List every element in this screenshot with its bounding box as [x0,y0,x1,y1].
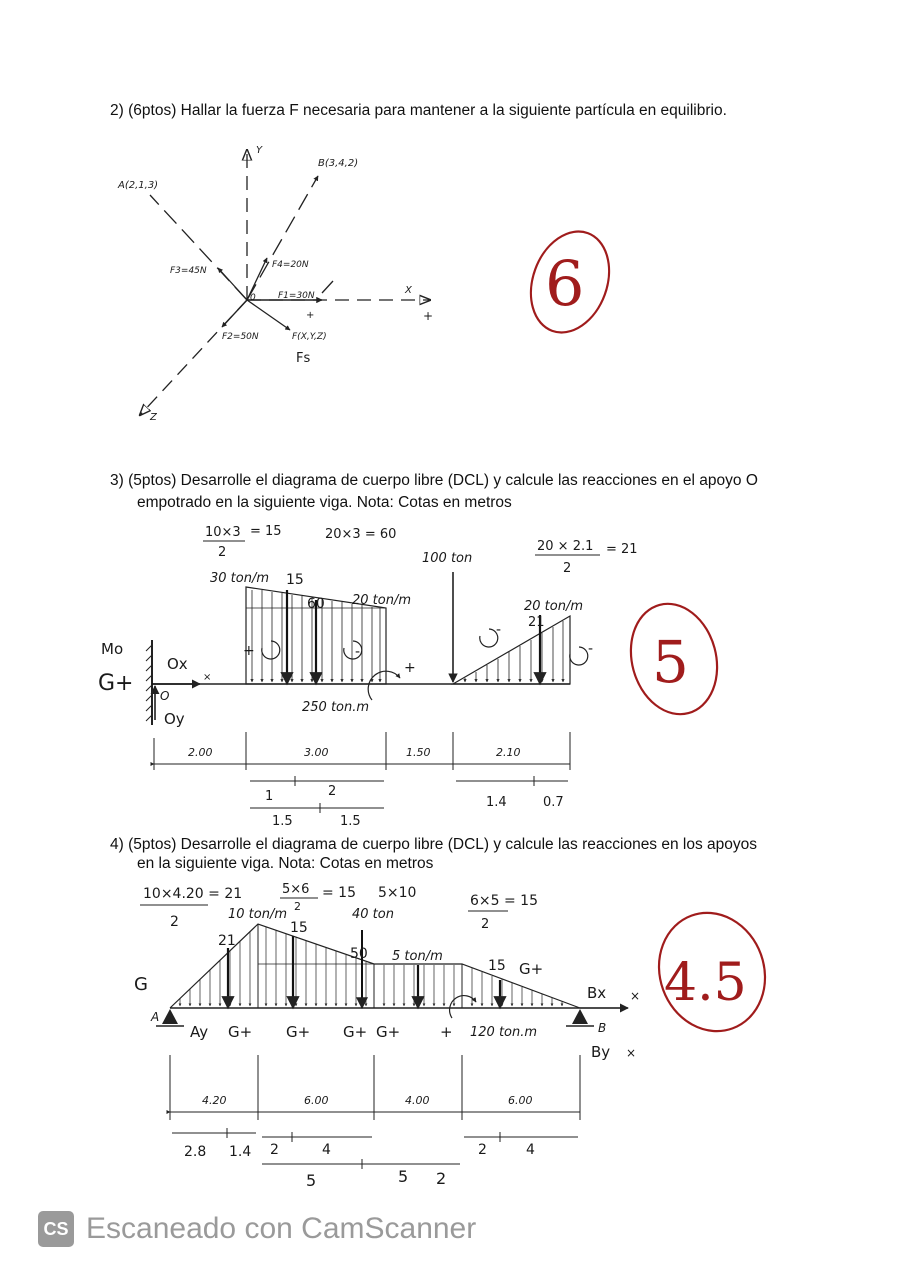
q3-hand-plus: + [404,660,416,676]
q3-seg2: 2 [328,784,337,799]
q3-seg3: 1.5 [272,814,293,829]
q3-hand-rot4: - [588,641,594,657]
q2-label-z: Z [150,412,157,423]
q3-diagram [98,524,638,829]
q4-calc2-den: 2 [294,900,301,913]
q3-hand-g-plus: G+ [98,671,134,696]
q3-load2-arrows [465,621,563,682]
q4-dim2: 6.00 [304,1094,329,1107]
q4-hand-15: 15 [290,920,308,936]
q4-calc1-den: 2 [170,914,179,930]
q2-label-f3: F3=45N [170,266,207,276]
q3-dim4: 2.10 [496,746,521,759]
q4-seg2: 1.4 [229,1144,252,1160]
q4-hand-x1: × [630,989,641,1003]
q2-plus-1: + [306,310,315,321]
q3-origin-label: O [160,689,170,703]
q4-dim3: 4.00 [405,1094,430,1107]
q4-hand-g3: G+ [343,1023,368,1041]
q4-hand-50: 50 [350,946,368,962]
q3-load2-label: 20 ton/m [352,593,412,608]
q4-hand-x2: × [626,1046,637,1060]
q4-label-a: A [151,1010,160,1024]
q3-hand-21: 21 [528,615,545,630]
q4-text-line1: (5ptos) Desarrolle el diagrama de cuerpo libre (DCL) y calcule las reacciones en los apoyos [128,836,758,853]
q3-grade-text: 5 [652,628,689,696]
q3-dim2: 3.00 [304,746,329,759]
q4-grade [643,898,782,1046]
camscanner-text: Escaneado con CamScanner [86,1212,477,1245]
q3-hand-oy: Oy [164,710,185,728]
q2-label-point-b: B(3,4,2) [318,158,359,169]
q3-calc3-den: 2 [563,561,572,576]
q3-hand-rot1: + [243,643,255,659]
q3-moment-label: 250 ton.m [302,700,370,715]
q4-calc4-den: 2 [481,917,490,932]
q4-hand-plus: + [440,1023,453,1041]
q3-hand-ox: Ox [167,655,188,673]
q4-seg5: 5 [306,1171,317,1190]
q4-grade-text: 4.5 [664,953,747,1013]
q4-hand-rot: G [134,974,148,995]
q3-seg4: 1.5 [340,814,361,829]
q2-force-f2 [222,300,247,327]
q2-grade [517,220,622,343]
q3-moment [368,671,400,700]
q3-calc1-res: = 15 [250,524,282,539]
q4-hand-g1: G+ [228,1023,253,1041]
q4-hand-g2: G+ [286,1023,311,1041]
q3-load3-label: 100 ton [422,551,473,566]
q2-label-f4: F4=20N [272,260,309,270]
q3-hand-60: 60 [307,596,325,612]
q4-seg9: 4 [526,1142,535,1158]
q4-diagram [134,882,640,1190]
q4-dim1: 4.20 [202,1094,227,1107]
q2-label-y: Y [256,145,263,156]
q2-force-f3 [218,268,247,300]
q4-load1-label: 10 ton/m [228,907,288,922]
q2-text: (6ptos) Hallar la fuerza F necesaria para mantener a la siguiente partícula en equilibrio. [128,102,727,119]
q2-diagram [117,145,433,423]
q2-plus-2: + [423,309,434,323]
q4-load3-label: 5 ton/m [392,949,443,964]
q4-moment-label: 120 ton.m [470,1025,538,1040]
q4-support-b [566,1009,594,1026]
q4-text-line2: en la siguiente viga. Nota: Cotas en metros [137,855,434,872]
q3-dim1: 2.00 [188,746,213,759]
camscanner-footer [38,1208,476,1250]
camscanner-logo: CS [38,1211,74,1247]
q2-label-x: X [405,285,412,296]
q4-seg1: 2.8 [184,1144,207,1160]
q2-line-b [247,176,318,300]
q4-support-a [156,1009,184,1026]
q4-dim4: 6.00 [508,1094,533,1107]
q4-seg7: 2 [436,1169,447,1188]
q3-calc2: 20×3 = 60 [325,527,397,542]
q2-force-f [247,300,290,330]
q2-label-f1: F1=30N [278,291,315,301]
q3-seg5: 1.4 [486,795,507,810]
q4-load2-label: 40 ton [352,907,394,922]
q3-load1-label: 30 ton/m [210,571,270,586]
q3-hand-rot2: - [355,644,361,660]
q4-hand-ay: Ay [190,1023,209,1041]
q2-label-origin: 0 [250,293,256,303]
q3-calc3-num: 20 × 2.1 [537,539,594,554]
q2-label-point-a: A(2,1,3) [118,180,159,191]
q4-calc2-res: = 15 [322,885,356,901]
q3-text-line2: empotrado en la siguiente viga. Nota: Cotas en metros [137,494,512,511]
q3-hand-x: × [203,672,212,683]
q2-number: 2) [110,102,124,119]
q4-hand-15b: 15 [488,958,506,974]
q4-hand-g5: G+ [519,960,544,978]
q4-calc1-num: 10×4.20 = 21 [143,886,243,902]
q2-label-f2: F2=50N [222,332,259,342]
q4-hand-21: 21 [218,933,236,949]
q3-dim3: 1.50 [406,746,431,759]
q4-seg6: 5 [398,1167,409,1186]
q4-seg8: 2 [478,1142,487,1158]
q4-calc3: 5×10 [378,885,417,901]
q4-label-b: B [598,1021,607,1035]
q3-calc1-den: 2 [218,545,227,560]
q3-seg6: 0.7 [543,795,564,810]
q4-seg3: 2 [270,1142,279,1158]
q3-grade [619,594,729,724]
q2-label-fs: Fs [296,351,311,366]
q4-hand-g4: G+ [376,1023,401,1041]
q4-calc4-num: 6×5 = 15 [470,893,538,909]
q2-grade-text: 6 [545,247,585,320]
q4-calc2-num: 5×6 [282,882,310,897]
q4-seg4: 4 [322,1142,331,1158]
q3-load4-label: 20 ton/m [524,599,584,614]
q3-hand-mo: Mo [101,640,124,658]
q4-number: 4) [110,836,124,853]
q3-number: 3) [110,472,124,489]
q3-calc1-num: 10×3 [205,525,241,540]
q3-seg1: 1 [265,789,274,804]
q2-label-f: F(X,Y,Z) [292,332,327,342]
q3-hand-15: 15 [286,572,304,588]
q4-hand-bx: Bx [587,984,607,1002]
q3-calc3-res: = 21 [606,542,638,557]
q4-hand-by: By [591,1043,611,1061]
q2-pen-mark [322,281,333,293]
q3-load-triangle [453,616,570,684]
q3-hand-rot3: - [496,622,502,638]
q3-text-line1: (5ptos) Desarrolle el diagrama de cuerpo libre (DCL) y calcule las reacciones en el apoyo O [128,472,758,489]
